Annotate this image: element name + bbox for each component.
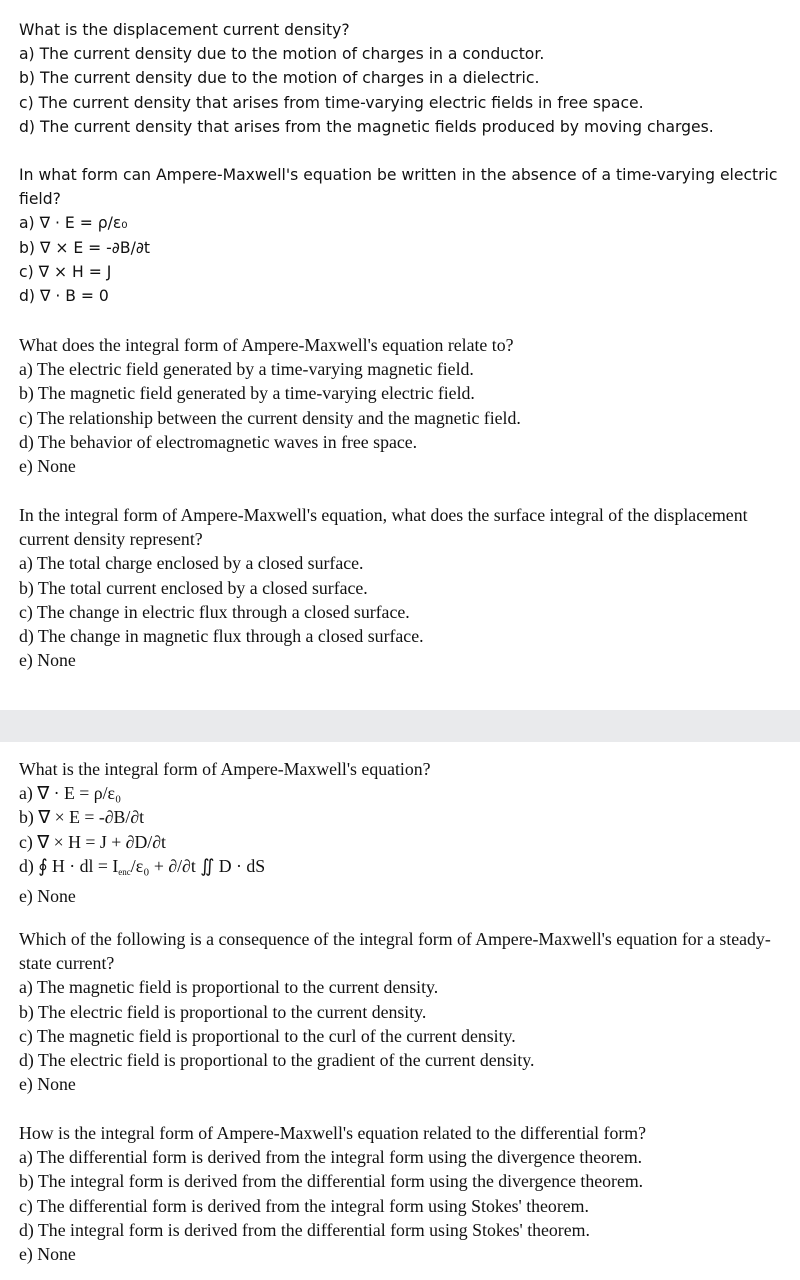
question-text: In the integral form of Ampere-Maxwell's equation, what does the surface integral of the displacement current density represent? [19, 505, 748, 550]
answer-option-e: e) None [19, 1244, 76, 1265]
answer-option-d: d) The integral form is derived from the differential form using Stokes' theorem. [19, 1219, 590, 1240]
question-block-3 [19, 333, 784, 478]
answer-option-c: c) The current density that arises from time-varying electric fields in free space. [19, 93, 644, 112]
answer-option-a: a) The electric field generated by a time-varying magnetic field. [19, 359, 474, 380]
answer-option-e: e) None [19, 650, 76, 671]
answer-option-d: d) The behavior of electromagnetic waves in free space. [19, 431, 418, 452]
answer-option-a: a) The total charge enclosed by a closed surface. [19, 553, 364, 574]
answer-option-c: c) The magnetic field is proportional to the curl of the current density. [19, 1025, 516, 1046]
answer-option-e: e) None [19, 886, 76, 907]
answer-option-c: c) ∇ × H = J [19, 262, 112, 281]
question-block-4 [19, 503, 784, 672]
panel-separator [0, 710, 800, 742]
question-block-1 [19, 18, 784, 139]
answer-option-d [19, 854, 784, 884]
screenshot-panel-bottom [10, 742, 790, 1280]
answer-option-d: d) ∇ · B = 0 [19, 287, 109, 306]
question-text: Which of the following is a consequence of the integral form of Ampere-Maxwell's equation for a steady-state current? [19, 929, 771, 974]
answer-option-c: c) The relationship between the current density and the magnetic field. [19, 407, 521, 428]
enclosed-current-subscript: enc [118, 866, 131, 877]
answer-option-d: d) The change in magnetic flux through a closed surface. [19, 626, 424, 647]
answer-option-b: b) The integral form is derived from the differential form using the divergence theorem. [19, 1171, 644, 1192]
answer-option-b: b) The current density due to the motion of charges in a dielectric. [19, 69, 540, 88]
answer-option-a: a) The current density due to the motion of charges in a conductor. [19, 45, 545, 64]
answer-option-a: a) ∇ · E = ρ/ε₀ [19, 783, 122, 804]
question-text: What is the displacement current density? [19, 21, 350, 39]
answer-option-c: c) ∇ × H = J + ∂D/∂t [19, 831, 166, 852]
answer-option-b: b) ∇ × E = -∂B/∂t [19, 807, 145, 828]
answer-option-e: e) None [19, 1074, 76, 1095]
question-block-2 [19, 163, 784, 308]
answer-option-d: d) The electric field is proportional to the gradient of the current density. [19, 1050, 535, 1071]
answer-option-e: e) None [19, 456, 76, 477]
answer-option-d-main: d) ∮ H · dl = I [19, 855, 119, 876]
answer-option-a: a) The magnetic field is proportional to the current density. [19, 977, 439, 998]
answer-option-b: b) The magnetic field generated by a time-varying electric field. [19, 383, 475, 404]
question-text: What is the integral form of Ampere-Maxwell's equation? [19, 759, 431, 779]
screenshot-panel-top [10, 0, 790, 710]
answer-option-a: a) The differential form is derived from the integral form using the divergence theorem. [19, 1147, 643, 1168]
answer-option-d: d) The current density that arises from the magnetic fields produced by moving charges. [19, 117, 714, 136]
question-block-5 [19, 757, 784, 908]
answer-option-b: b) The total current enclosed by a closed surface. [19, 577, 368, 598]
answer-option-a: a) ∇ · E = ρ/ε₀ [19, 214, 128, 233]
question-text: In what form can Ampere-Maxwell's equation be written in the absence of a time-varying electric field? [19, 166, 778, 209]
answer-option-d-tail: /ε₀ + ∂/∂t ∬ D · dS [130, 855, 266, 876]
answer-option-c: c) The change in electric flux through a closed surface. [19, 601, 410, 622]
answer-option-b: b) ∇ × E = -∂B/∂t [19, 238, 151, 257]
question-text: What does the integral form of Ampere-Maxwell's equation relate to? [19, 335, 514, 355]
answer-option-b: b) The electric field is proportional to the current density. [19, 1001, 427, 1022]
answer-option-c: c) The differential form is derived from the integral form using Stokes' theorem. [19, 1195, 589, 1216]
question-text: How is the integral form of Ampere-Maxwell's equation related to the differential form? [19, 1123, 646, 1143]
question-block-7 [19, 1121, 784, 1266]
question-block-6 [19, 927, 784, 1096]
